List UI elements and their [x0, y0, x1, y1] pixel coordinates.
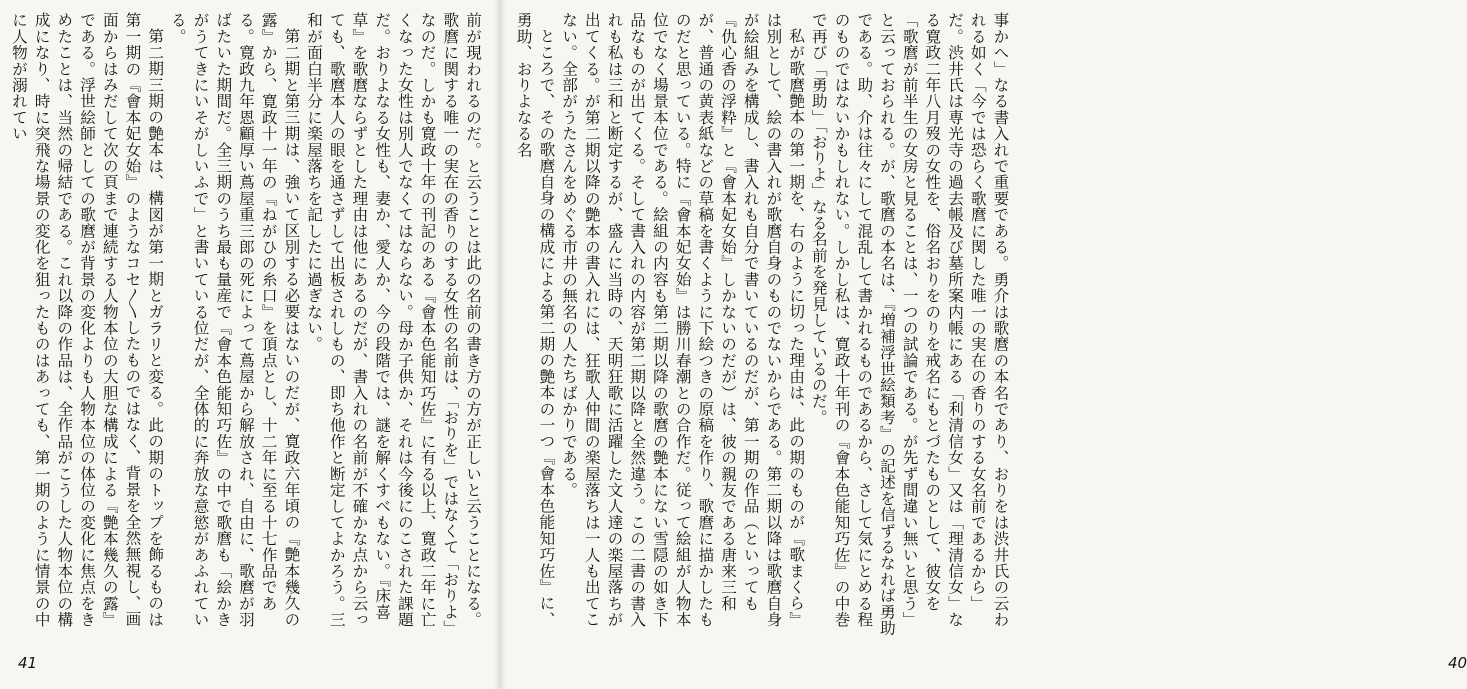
left-page-text [9, 12, 484, 640]
paragraph: 第二期三期の艶本は、構図が第一期とガラリと変る。此の期のトップを飾るものは第一期の『會本妃女始』のようなコセ〳〵したものではなく、背景を全然無視し、画面からはみだして次の頁まで連続する人物本位の大胆な構成による『艶本幾久の露』である。浮世絵師としての歌麿が背景の変化よりも人物本位の体位の変化に焦点をきめたことは、当然の帰結である。これ以降の作品は、全作品がこうした人物本位の構成になり、時に突飛な場景の変化を狙ったものはあっても、第一期のように情景の中に人物が溺れてい [9, 12, 165, 628]
paragraph: 事かへ」なる書入れで重要である。勇介は歌麿の本名であり、おりをは渋井氏の云われる如く「今では恐らく歌麿に関した唯一の実在の香りのする女名前であるから」だ。渋井氏は専光寺の過去帳及び墓所案内帳にある「利清信女」又は「理清信女」なる寛政二年八月歿の女性を、俗名おりをのりを戒名にもとづたものとして、彼女を「歌麿が前半生の女房と見ることは、一つの試論である。が先ず間違い無いと思う」と云っておられる。が、歌麿の本名は、『増補浮世絵類考』の記述を信ずるなれば勇助である。助、介は往々にして混乱して書かれるものであるから、さして気にとめる程のものではないかもしれない。しかし私は、寛政十年刊の『會本色能知巧佐』の中巻で再び「勇助」「おりよ」なる名前を発見しているのだ。 [809, 12, 1010, 636]
left-page [0, 0, 500, 689]
page-number: 41 [18, 654, 38, 672]
page-number: 40 [1448, 654, 1467, 672]
paragraph: ところで、その歌麿自身の構成による第二期の艶本の一つ『會本色能知巧佐』に、勇助、おりよなる名 [514, 12, 556, 627]
paragraph: 前が現われるのだ。と云うことは此の名前の書き方の方が正しいと云うことになる。歌麿に関する唯一の実在の香りのする女性の名前は、「おりを」ではなくて「おりよ」なのだ。しかも寛政十年の刊記のある『會本色能知巧佐』に有る以上、寛政二年に亡くなった女性は別人でなくてはならない。母か子供か、それは今後にのこされた課題だ。おりよなる女性も、妻か、愛人か、今の段階では、謎を解くすべもない。『床喜草』を歌麿ならずとした理由は他にあるのだが、書入れの名前が不確かな点から云っても、歌麿本人の眼を通さずして出板されしもの、即ち他作と断定してよかろう。三和が面白半分に楽屋落ちを記したに過ぎない。 [305, 12, 482, 636]
paragraph: 第二期と第三期は、強いて区別する必要はないのだが、寛政六年頃の『艶本幾久の露』から、寛政十一年の『ねがひの糸口』を頂点とし、十二年に至る十七作品である。寛政九年恩顧厚い蔦屋重三郎の死によって蔦屋から解放され、自由に、歌麿が羽ばたいた期間だ。全三期のうち最も量産で『會本色能知巧佐』の中で歌麿も「絵かきがうてきにいそがしいふで」と書いている位だが、全体的に奔放な意慾があふれている。 [168, 12, 301, 628]
right-page-text [512, 12, 1011, 640]
paragraph: 私が歌麿艶本の第一期を、右のように切った理由は、此の期のものが『歌まくら』は別として、絵の書入れが歌麿自身のものでないからである。第二期以降は歌麿自身が絵組みを構成し、書入れも自分で書いているのだが、第一期の作品（といっても『仇心香の浮粋』と『會本妃女始』しかないのだが）は、彼の親友である唐来三和が、普通の黄表紙などの草稿を書くように下絵つきの原稿を作り、歌麿に描かしたものだと思っている。特に『會本妃女始』は勝川春潮との合作だ。従って絵組が人物本位でなく場景本位である。絵組の内容も第二期以降の歌麿の艶本にない雪隠の如き下品なものが出てくる。そして書入れの内容が第二期以降と全然違う。この二書の書入れも私は三和と断定するが、盛んに当時の、天明狂歌に活躍した文人達の楽屋落ちが出てくる。が第二期以降の艶本の書入れには、狂歌人仲間の楽屋落ちは一人も出てこない。全部がうたさんをめぐる市井の無名の人たちばかりである。 [560, 12, 806, 628]
